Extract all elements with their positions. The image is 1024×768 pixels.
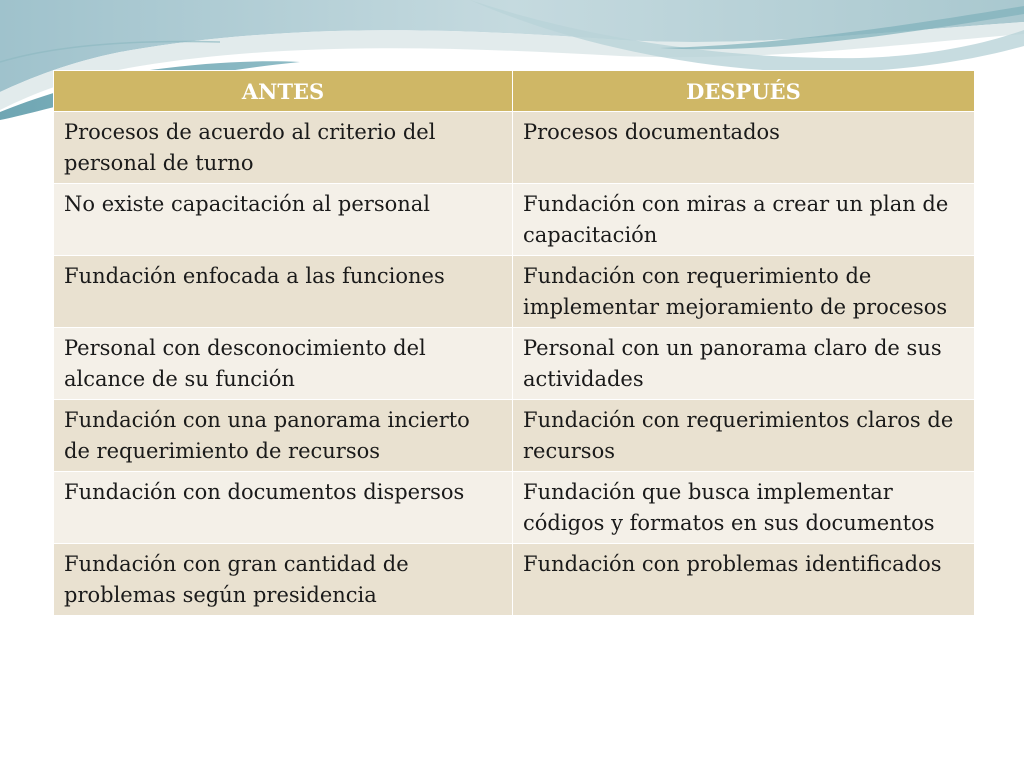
cell-despues: Fundación con miras a crear un plan de capacitación bbox=[513, 184, 975, 256]
cell-despues: Fundación con requerimientos claros de recursos bbox=[513, 400, 975, 472]
table-row bbox=[54, 184, 975, 256]
cell-antes: No existe capacitación al personal bbox=[54, 184, 513, 256]
header-antes: ANTES bbox=[54, 71, 513, 112]
cell-despues: Fundación que busca implementar códigos y formatos en sus documentos bbox=[513, 472, 975, 544]
table-row bbox=[54, 400, 975, 472]
cell-antes: Fundación con documentos dispersos bbox=[54, 472, 513, 544]
cell-despues: Procesos documentados bbox=[513, 112, 975, 184]
cell-antes: Fundación con gran cantidad de problemas según presidencia bbox=[54, 544, 513, 616]
header-despues: DESPUÉS bbox=[513, 71, 975, 112]
cell-despues: Fundación con requerimiento de implementar mejoramiento de procesos bbox=[513, 256, 975, 328]
table-row bbox=[54, 472, 975, 544]
table-row bbox=[54, 544, 975, 616]
cell-antes: Fundación enfocada a las funciones bbox=[54, 256, 513, 328]
table-row bbox=[54, 256, 975, 328]
table-row bbox=[54, 328, 975, 400]
table-header-row bbox=[54, 71, 975, 112]
cell-antes: Fundación con una panorama incierto de requerimiento de recursos bbox=[54, 400, 513, 472]
comparison-table bbox=[53, 70, 975, 616]
cell-antes: Personal con desconocimiento del alcance de su función bbox=[54, 328, 513, 400]
cell-antes: Procesos de acuerdo al criterio del personal de turno bbox=[54, 112, 513, 184]
cell-despues: Fundación con problemas identificados bbox=[513, 544, 975, 616]
table-row bbox=[54, 112, 975, 184]
cell-despues: Personal con un panorama claro de sus actividades bbox=[513, 328, 975, 400]
